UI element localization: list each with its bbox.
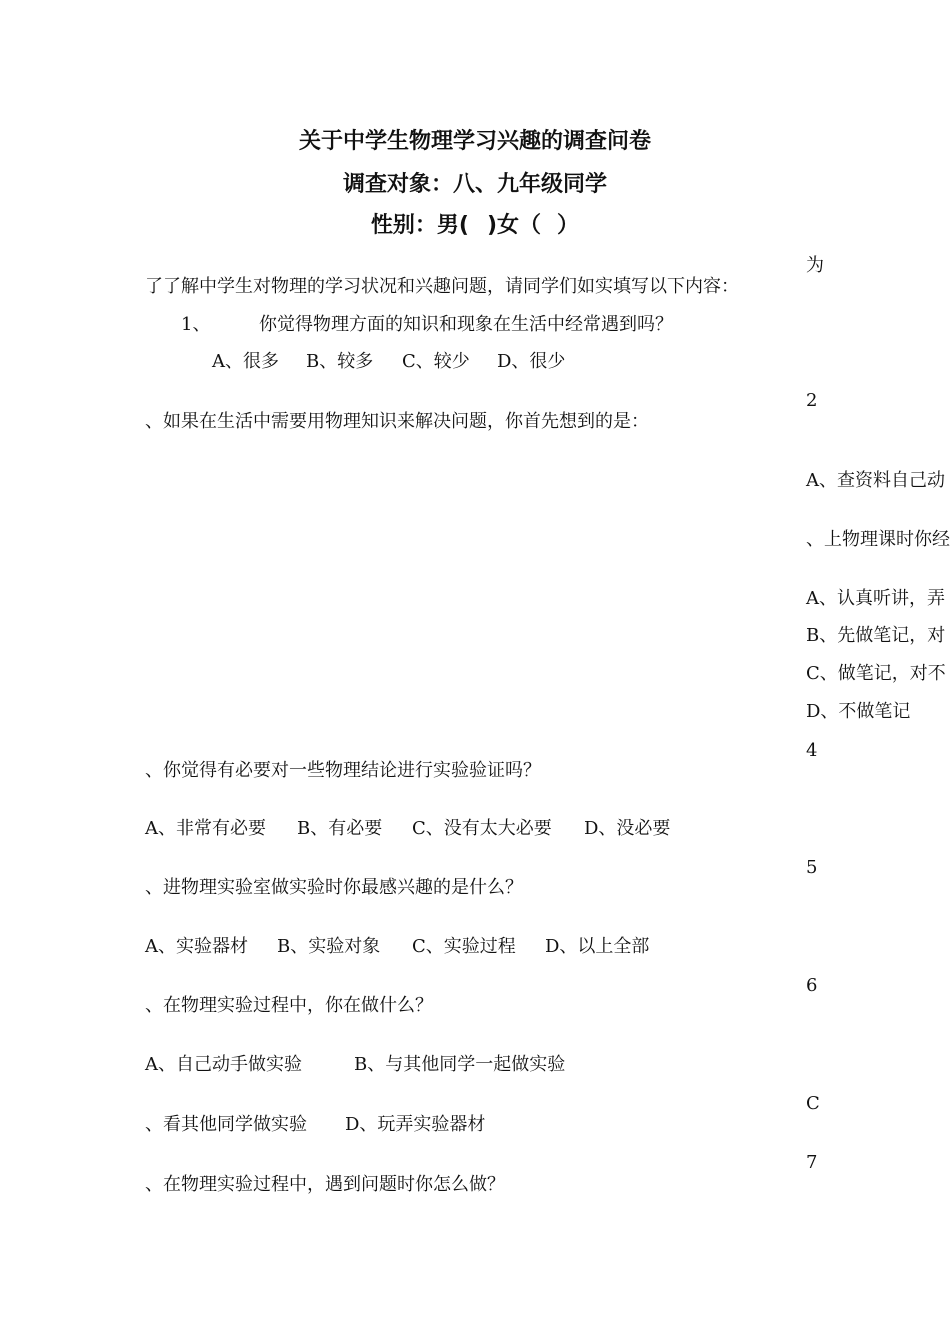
q6-option-a: A、自己动手做实验 xyxy=(145,1054,302,1075)
intro-text: 了了解中学生对物理的学习状况和兴趣问题，请同学们如实填写以下内容： xyxy=(145,276,739,297)
q4-option-b: B、有必要 xyxy=(297,818,383,839)
right-q3-option-b: B、先做笔记，对 xyxy=(806,625,946,646)
q2-text: 、如果在生活中需要用物理知识来解决问题，你首先想到的是： xyxy=(145,411,649,432)
right-number-4: 4 xyxy=(806,740,818,761)
gender-line xyxy=(0,212,950,240)
right-q2-option-a: A、查资料自己动 xyxy=(806,470,945,491)
q1-option-a: A、很多 xyxy=(212,351,279,372)
q4-option-c: C、没有太大必要 xyxy=(412,818,552,839)
q4-option-a: A、非常有必要 xyxy=(145,818,266,839)
q4-option-d: D、没必要 xyxy=(584,818,671,839)
right-number-5: 5 xyxy=(806,857,818,878)
right-q3-option-c: C、做笔记，对不 xyxy=(806,663,946,684)
q5-option-c: C、实验过程 xyxy=(412,936,516,957)
q5-option-d: D、以上全部 xyxy=(545,936,650,957)
right-number-6: 6 xyxy=(806,975,818,996)
q5-option-b: B、实验对象 xyxy=(277,936,381,957)
q5-option-a: A、实验器材 xyxy=(145,936,248,957)
gender-label: 性别：男( xyxy=(370,213,469,238)
q6-text: 、在物理实验过程中，你在做什么？ xyxy=(145,995,433,1016)
gender-mid: )女（ xyxy=(486,213,542,238)
q1-option-c: C、较少 xyxy=(402,351,470,372)
page-subtitle: 调查对象：八、九年级同学 xyxy=(342,172,607,197)
q6-continued: 、看其他同学做实验 xyxy=(145,1114,307,1135)
q4-text: 、你觉得有必要对一些物理结论进行实验验证吗？ xyxy=(145,760,541,781)
q1-number: 1、 xyxy=(181,314,211,335)
gender-end: ） xyxy=(557,213,580,238)
right-number-7: 7 xyxy=(806,1152,818,1173)
q7-text: 、在物理实验过程中，遇到问题时你怎么做？ xyxy=(145,1174,505,1195)
right-wei: 为 xyxy=(806,255,824,276)
right-q3-option-d: D、不做笔记 xyxy=(806,701,911,722)
q1-text: 你觉得物理方面的知识和现象在生活中经常遇到吗？ xyxy=(259,314,673,335)
q1-option-d: D、很少 xyxy=(497,351,566,372)
right-number-2: 2 xyxy=(806,390,818,411)
right-letter-c: C xyxy=(806,1093,820,1114)
q5-text: 、进物理实验室做实验时你最感兴趣的是什么？ xyxy=(145,877,523,898)
page-title: 关于中学生物理学习兴趣的调查问卷 xyxy=(298,129,651,154)
right-q3-option-a: A、认真听讲，弄 xyxy=(806,588,945,609)
q1-option-b: B、较多 xyxy=(306,351,374,372)
q6-option-b: B、与其他同学一起做实验 xyxy=(354,1054,566,1075)
right-q3-text: 、上物理课时你经 xyxy=(806,529,950,550)
q6-option-d: D、玩弄实验器材 xyxy=(345,1114,486,1135)
